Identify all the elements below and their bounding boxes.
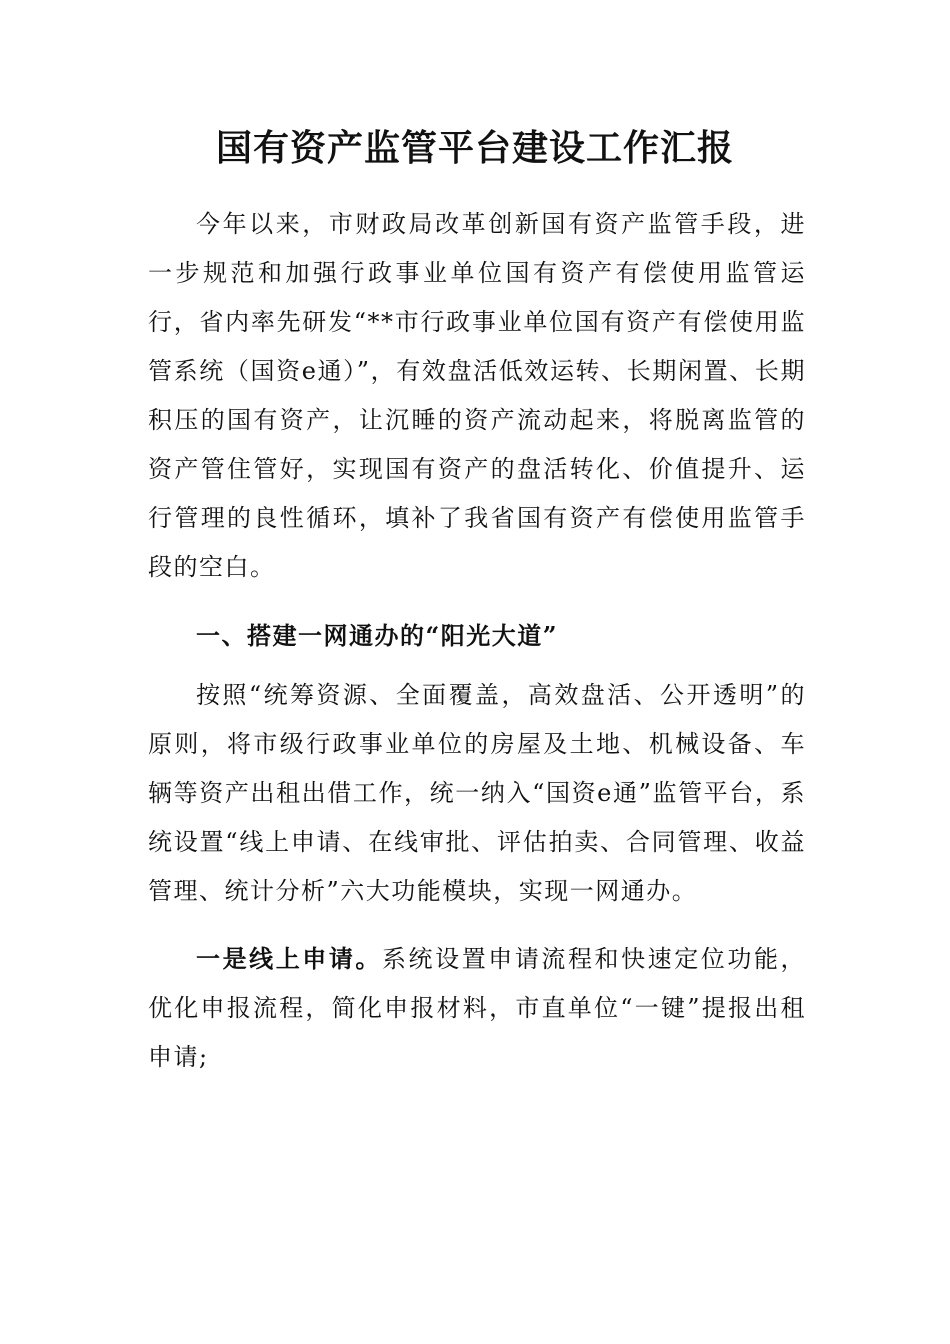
section-heading: 一、搭建一网通办的“阳光大道” <box>196 621 559 650</box>
item-lead: 一是线上申请。 <box>196 944 382 973</box>
section-paragraph: 按照“统筹资源、全面覆盖，高效盘活、公开透明”的原则，将市级行政事业单位的房屋及土地、机械设备、车辆等资产出租出借工作，统一纳入“国资e通”监管平台，系统设置“线上申请、在线审批、评估拍卖、合同管理、收益管理、统计分析”六大功能模块，实现一网通办。 <box>148 681 806 905</box>
item-paragraph <box>148 934 806 1082</box>
intro-paragraph: 今年以来，市财政局改革创新国有资产监管手段，进一步规范和加强行政事业单位国有资产有偿使用监管运行，省内率先研发“**市行政事业单位国有资产有偿使用监管系统（国资e通）”，有效盘活低效运转、长期闲置、长期积压的国有资产，让沉睡的资产流动起来，将脱离监管的资产管住管好，实现国有资产的盘活转化、价值提升、运行管理的良性循环，填补了我省国有资产有偿使用监管手段的空白。 <box>148 210 806 581</box>
item-text: 系统设置申请流程和快速定位功能，优化申报流程，简化申报材料，市直单位“一键”提报出租申请; <box>148 945 807 1071</box>
document-title: 国有资产监管平台建设工作汇报 <box>215 127 734 169</box>
